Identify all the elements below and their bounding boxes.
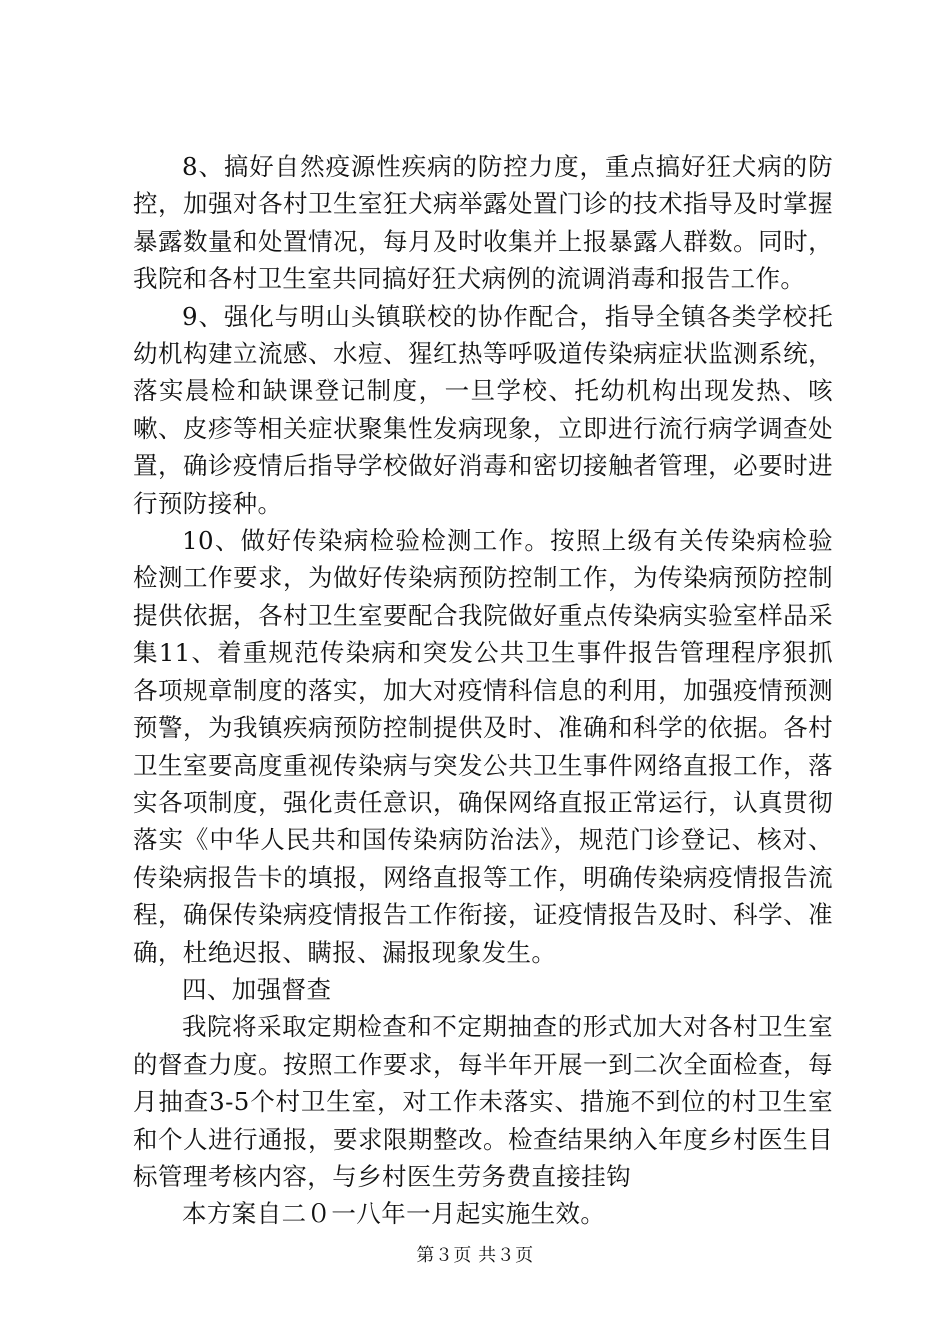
paragraph-supervision: 我院将采取定期检查和不定期抽查的形式加大对各村卫生室的督查力度。按照工作要求，每半年开展一到二次全面检查，每月抽查3-5个村卫生室，对工作未落实、措施不到位的村卫生室和个人进行通报，要求限期整改。检查结果纳入年度乡村医生目标管理考核内容，与乡村医生劳务费直接挂钩: [133, 1012, 833, 1191]
paragraph-item-8: 8、搞好自然疫源性疾病的防控力度，重点搞好狂犬病的防控，加强对各村卫生室狂犬病举露处置门诊的技术指导及时掌握暴露数量和处置情况，每月及时收集并上报暴露人群数。同时，我院和各村卫生室共同搞好狂犬病例的流调消毒和报告工作。: [133, 152, 833, 294]
page-number-footer: 第３页 共３页: [416, 1245, 534, 1266]
section-heading-supervision: 四、加强督查: [182, 974, 332, 1004]
document-body: [133, 148, 833, 1233]
paragraph-effective-date: 本方案自二０一八年一月起实施生效。: [182, 1199, 606, 1229]
paragraph-item-10: 10、做好传染病检验检测工作。按照上级有关传染病检验检测工作要求，为做好传染病预防控制工作，为传染病预防控制提供依据，各村卫生室要配合我院做好重点传染病实验室样品采集11、着重规范传染病和突发公共卫生事件报告管理程序狠抓各项规章制度的落实，加大对疫情科信息的利用，加强疫情预测预警，为我镇疾病预防控制提供及时、准确和科学的依据。各村卫生室要高度重视传染病与突发公共卫生事件网络直报工作，落实各项制度，强化责任意识，确保网络直报正常运行，认真贯彻落实《中华人民共和国传染病防治法》，规范门诊登记、核对、传染病报告卡的填报，网络直报等工作，明确传染病疫情报告流程，确保传染病疫情报告工作衔接，证疫情报告及时、科学、准确，杜绝迟报、瞒报、漏报现象发生。: [133, 526, 833, 967]
paragraph-item-9: 9、强化与明山头镇联校的协作配合，指导全镇各类学校托幼机构建立流感、水痘、猩红热等呼吸道传染病症状监测系统，落实晨检和缺课登记制度，一旦学校、托幼机构出现发热、咳嗽、皮疹等相关症状聚集性发病现象，立即进行流行病学调查处置，确诊疫情后指导学校做好消毒和密切接触者管理，必要时进行预防接种。: [133, 301, 833, 518]
